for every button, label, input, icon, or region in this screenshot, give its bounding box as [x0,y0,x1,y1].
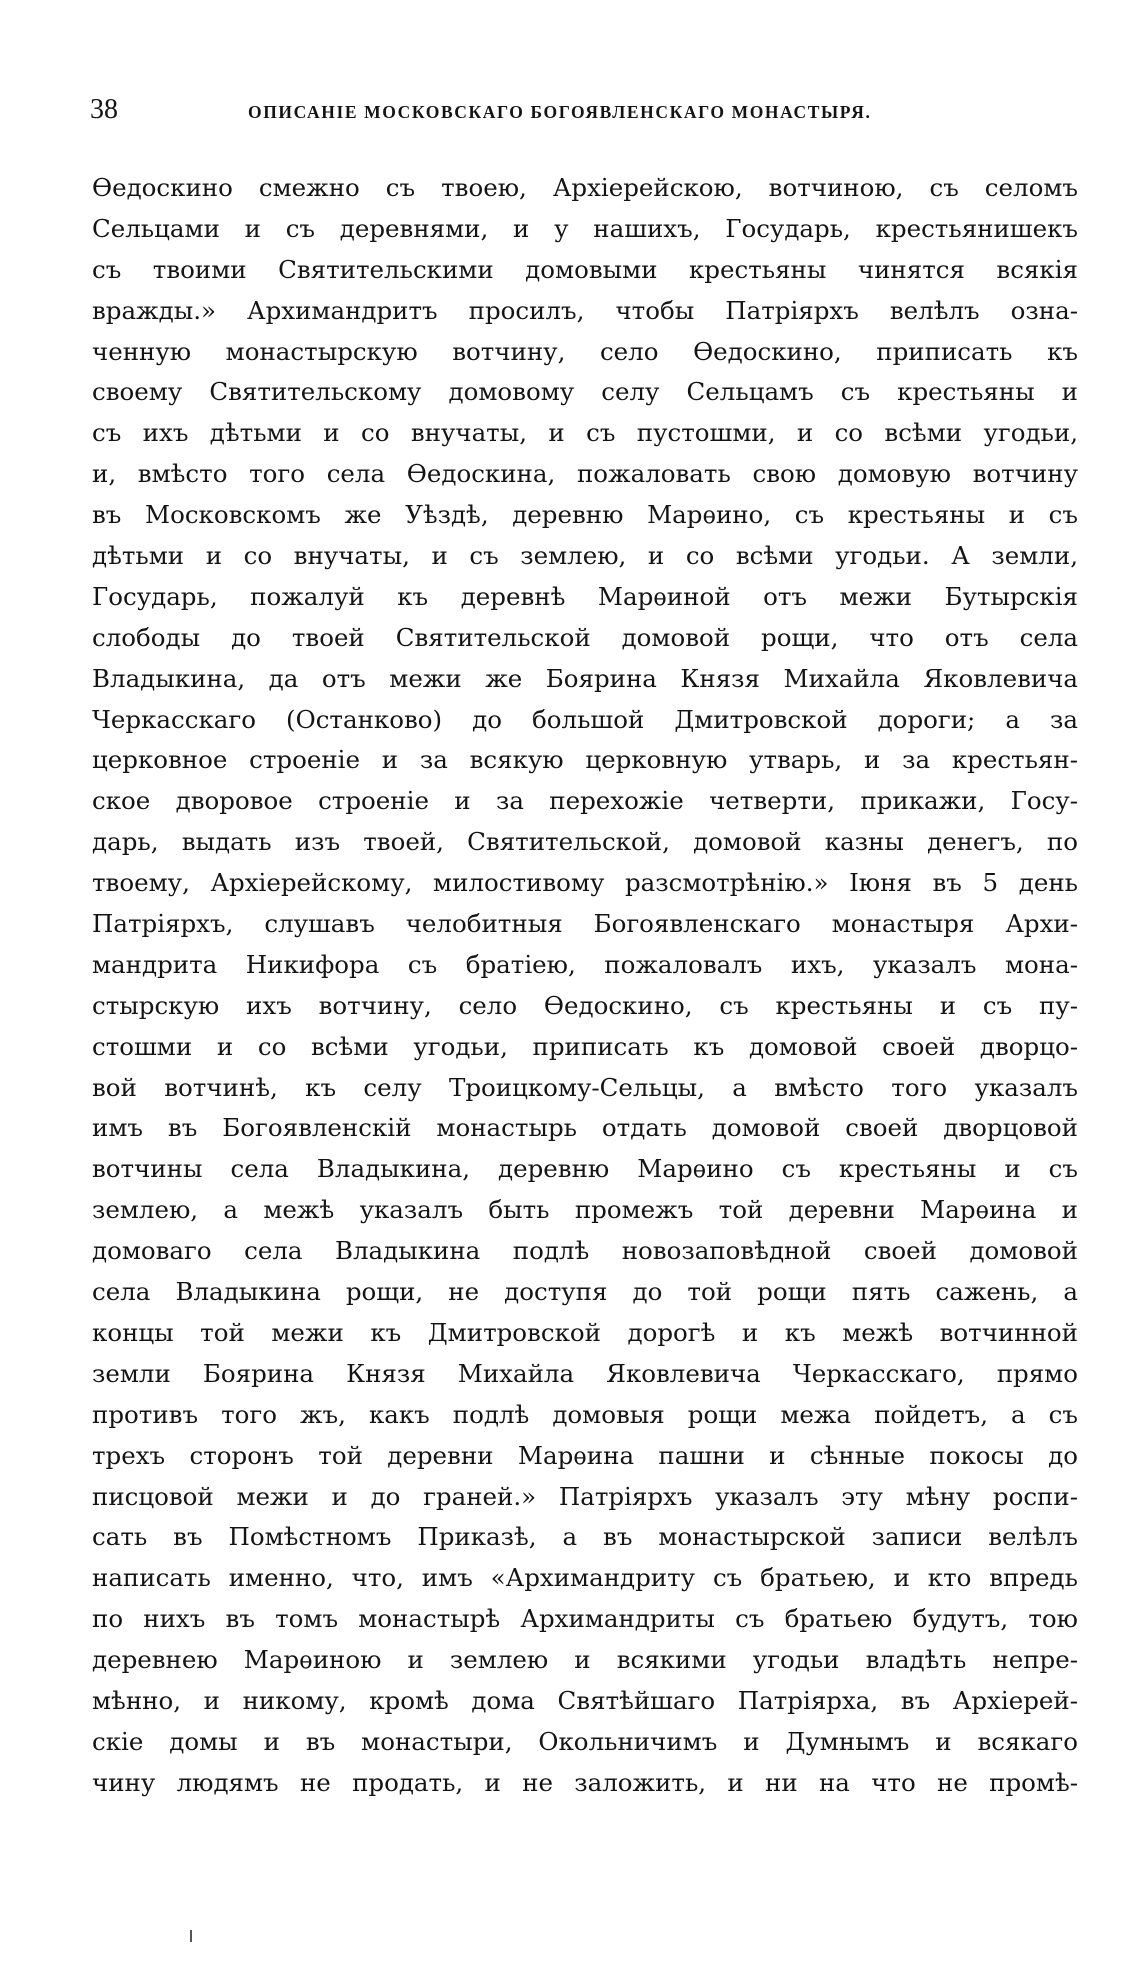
text-line: въ Московскомъ же Уѣздѣ, деревню Марѳино, съ крестьяны и съ [92,500,1078,530]
text-line: ченную монастырскую вотчину, село Ѳедоскино, приписать къ [92,336,1078,366]
text-line: имъ въ Богоявленскій монастырь отдать домовой своей дворцовой [92,1113,1078,1143]
text-line: и, вмѣсто того села Ѳедоскина, пожаловать свою домовую вотчину [92,459,1078,489]
text-line: стошми и со всѣми угодьи, приписать къ домовой своей дворцо- [92,1031,1078,1061]
text-line: землею, а межѣ указалъ быть промежъ той деревни Марѳина и [92,1195,1078,1225]
text-line: вражды.» Архимандритъ просилъ, чтобы Патріярхъ велѣлъ озна- [92,295,1078,325]
text-line: дѣтьми и со внучаты, и съ землею, и со всѣми угодьи. А земли, [92,541,1078,571]
text-line: Ѳедоскино смежно съ твоею, Архіерейскою, вотчиною, съ селомъ [92,173,1078,202]
text-line: Сельцами и съ деревнями, и у нашихъ, Государь, крестьянишекъ [92,213,1078,243]
text-line: слободы до твоей Святительской домовой рощи, что отъ села [92,622,1078,652]
text-line: написать именно, что, имъ «Архимандриту съ братьею, и кто впредь [92,1563,1078,1593]
text-line: стырскую ихъ вотчину, село Ѳедоскино, съ крестьяны и съ пу- [92,990,1078,1020]
text-line: Черкасскаго (Останково) до большой Дмитровской дороги; а за [92,704,1078,734]
text-line: вотчины села Владыкина, деревню Марѳино съ крестьяны и съ [92,1154,1078,1184]
text-line: села Владыкина рощи, не доступя до той рощи пять сажень, а [92,1277,1078,1307]
text-line: мандрита Никифора съ братіею, пожаловалъ ихъ, указалъ мона- [92,949,1078,979]
body-text [92,168,1078,1804]
text-line: Государь, пожалуй къ деревнѣ Марѳиной отъ межи Бутырскія [92,581,1078,611]
text-line: земли Боярина Князя Михайла Яковлевича Черкасскаго, прямо [92,1358,1078,1388]
text-line: ское дворовое строеніе и за перехожіе четверти, прикажи, Госу- [92,786,1078,816]
text-line: твоему, Архіерейскому, милостивому разсмотрѣнію.» Іюня въ 5 день [92,868,1078,898]
text-line: противъ того жъ, какъ подлѣ домовыя рощи межа пойдетъ, а съ [92,1399,1078,1429]
text-line: Владыкина, да отъ межи же Боярина Князя Михайла Яковлевича [92,663,1078,693]
text-line: вой вотчинѣ, къ селу Троицкому-Сельцы, а вмѣсто того указалъ [92,1072,1078,1102]
text-line: трехъ сторонъ той деревни Марѳина пашни и сѣнные покосы до [92,1440,1078,1470]
text-line: Патріярхъ, слушавъ челобитныя Богоявленскаго монастыря Архи- [92,909,1078,939]
text-line: съ твоими Святительскими домовыми крестьяны чинятся всякія [92,254,1078,284]
text-line: концы той межи къ Дмитровской дорогѣ и къ межѣ вотчинной [92,1317,1078,1347]
text-line: чину людямъ не продать, и не заложить, и ни на что не промѣ- [92,1767,1078,1797]
text-line: по нихъ въ томъ монастырѣ Архимандриты съ братьею будутъ, тою [92,1604,1078,1634]
text-line: деревнею Марѳиною и землею и всякими угодьи владѣть непре- [92,1645,1078,1675]
text-line: мѣнно, и никому, кромѣ дома Святѣйшаго Патріярха, въ Архіерей- [92,1685,1078,1715]
running-title: ОПИСАНІЕ МОСКОВСКАГО БОГОЯВЛЕНСКАГО МОНАСТЫРЯ. [248,102,872,122]
text-line: писцовой межи и до граней.» Патріярхъ указалъ эту мѣну роспи- [92,1481,1078,1511]
scan-speck [190,1930,192,1942]
text-line: дарь, выдать изъ твоей, Святительской, домовой казны денегъ, по [92,827,1078,857]
page-number: 38 [90,94,118,125]
text-line: своему Святительскому домовому селу Сельцамъ съ крестьяны и [92,377,1078,407]
text-line: церковное строеніе и за всякую церковную утварь, и за крестьян- [92,745,1078,775]
text-line: домоваго села Владыкина подлѣ новозаповѣдной своей домовой [92,1236,1078,1266]
text-line: скіе домы и въ монастыри, Окольничимъ и Думнымъ и всякаго [92,1726,1078,1756]
running-head [90,93,1020,127]
text-line: съ ихъ дѣтьми и со внучаты, и съ пустошми, и со всѣми угодьи, [92,418,1078,448]
text-line: сать въ Помѣстномъ Приказѣ, а въ монастырской записи велѣлъ [92,1522,1078,1552]
